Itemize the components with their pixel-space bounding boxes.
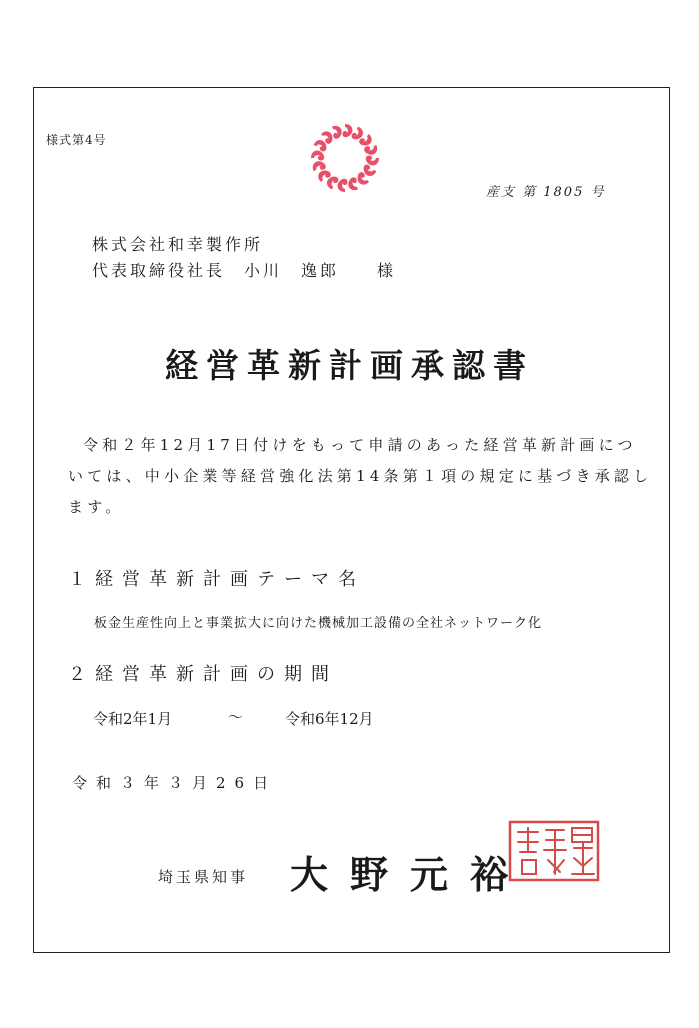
period-end: 令和6年12月 — [285, 710, 374, 728]
emblem-petal — [342, 124, 352, 137]
prefecture-emblem-icon — [305, 118, 385, 198]
emblem-petal — [338, 179, 348, 192]
section1-heading: １経営革新計画テーマ名 — [68, 569, 365, 590]
period-start: 令和2年1月 — [93, 710, 173, 728]
emblem-petal — [366, 155, 379, 165]
document-title: 経営革新計画承認書 — [165, 346, 534, 385]
document-number: 産支 第 1805 号 — [486, 185, 606, 200]
plan-theme: 板金生産性向上と事業拡大に向けた機械加工設備の全社ネットワーク化 — [94, 616, 543, 631]
issue-date: 令和３年３月26日 — [72, 774, 278, 792]
official-seal-icon — [508, 820, 600, 882]
recipient-representative: 代表取締役社長 小川 逸郎 様 — [92, 261, 397, 280]
period-separator: ～ — [228, 708, 244, 726]
issuer-name: 大野元裕 — [290, 852, 531, 897]
section2-heading: ２経営革新計画の期間 — [68, 664, 338, 685]
approval-body-text: 令和２年12月17日付けをもって申請のあった経営革新計画については、中小企業等経営強化法第14条第１項の規定に基づき承認します。 — [68, 436, 653, 516]
form-number: 様式第4号 — [46, 133, 107, 147]
issuer-title: 埼玉県知事 — [158, 868, 249, 886]
recipient-company: 株式会社和幸製作所 — [92, 235, 264, 254]
emblem-petal — [311, 151, 324, 161]
